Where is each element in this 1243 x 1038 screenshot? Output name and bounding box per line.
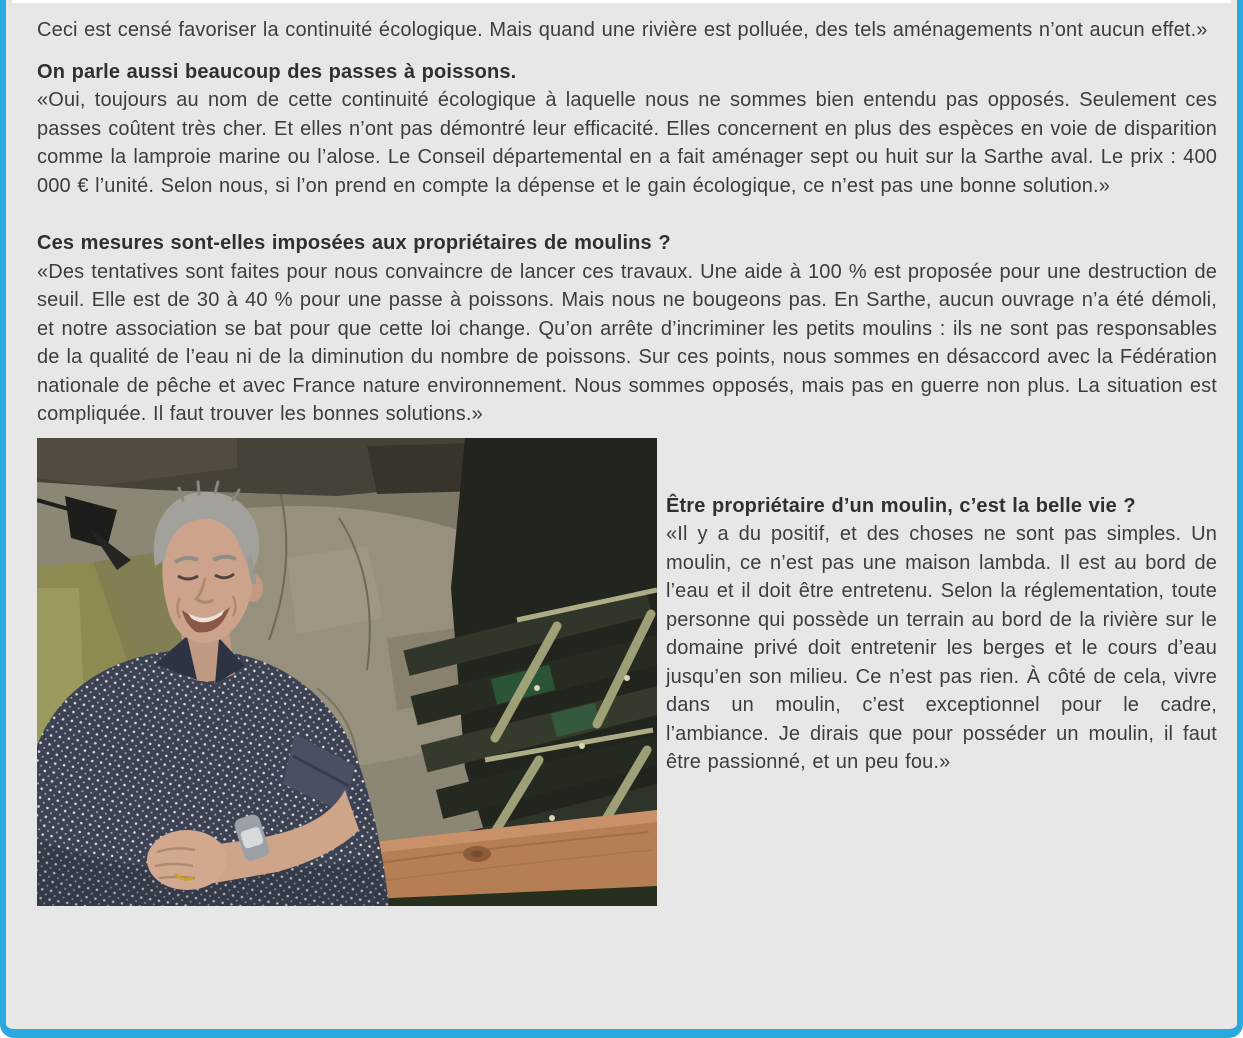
photo-text-row xyxy=(37,438,1217,906)
mill-owner-photo-illustration xyxy=(37,438,657,906)
mill-owner-photo xyxy=(37,438,657,906)
right-text-column xyxy=(657,438,1217,777)
intro-paragraph: Ceci est censé favoriser la continuité écologique. Mais quand une rivière est polluée, des tels aménagements n’ont aucun effet.» xyxy=(37,19,1208,41)
answer-imposed-measures: «Des tentatives sont faites pour nous convaincre de lancer ces travaux. Une aide à 100 % est proposée pour une destruction de seuil. Elle est de 30 à 40 % pour une passe à poissons. Mais nous ne bougeons pas. En Sarthe, aucun ouvrage n’a été démoli, et notre association se bat pour que cette loi change. Qu’on arrête d’incriminer les petits moulins : ils ne sont pas responsables de la qualité de l’eau ni de la diminution du nombre de poissons. Sur ces points, nous sommes en désaccord avec la Fédération nationale de pêche et avec France nature environnement. Nous sommes opposés, mais pas en guerre non plus. La situation est compliquée. Il faut trouver les bonnes solutions.» xyxy=(37,260,1217,425)
top-margin-strip xyxy=(12,0,1231,3)
fist xyxy=(147,830,227,890)
question-imposed-measures: Ces mesures sont-elles imposées aux propriétaires de moulins ? xyxy=(37,232,671,254)
answer-belle-vie: «Il y a du positif, et des choses ne sont pas simples. Un moulin, ce n’est pas une maison lambda. Il est au bord de l’eau et il doit être entretenu. Selon la réglementation, toute personne qui possède un terrain au bord de la rivière sur le domaine privé doit entretenir les berges et le cours d’eau jusqu’en son milieu. Ce n’est pas rien. À côté de cela, vivre dans un moulin, c’est exceptionnel pour le cadre, l’ambiance. Je dirais que pour posséder un moulin, il faut être passionné, et un peu fou.» xyxy=(666,523,1217,773)
question-belle-vie: Être propriétaire d’un moulin, c’est la belle vie ? xyxy=(666,494,1136,517)
answer-fish-passes: «Oui, toujours au nom de cette continuité écologique à laquelle nous ne sommes bien entendu pas opposés. Seulement ces passes coûtent très cher. Et elles n’ont pas démontré leur efficacité. Elles concernent en plus des espèces en voie de disparition comme la lamproie marine ou l’alose. Le Conseil départemental en a fait aménager sept ou huit sur la Sarthe aval. Le prix : 400 000 € l’unité. Selon nous, si l’on prend en compte la dépense et le gain écologique, ce n’est pas une bonne solution.» xyxy=(37,89,1217,197)
question-fish-passes: On parle aussi beaucoup des passes à poissons. xyxy=(37,60,517,83)
